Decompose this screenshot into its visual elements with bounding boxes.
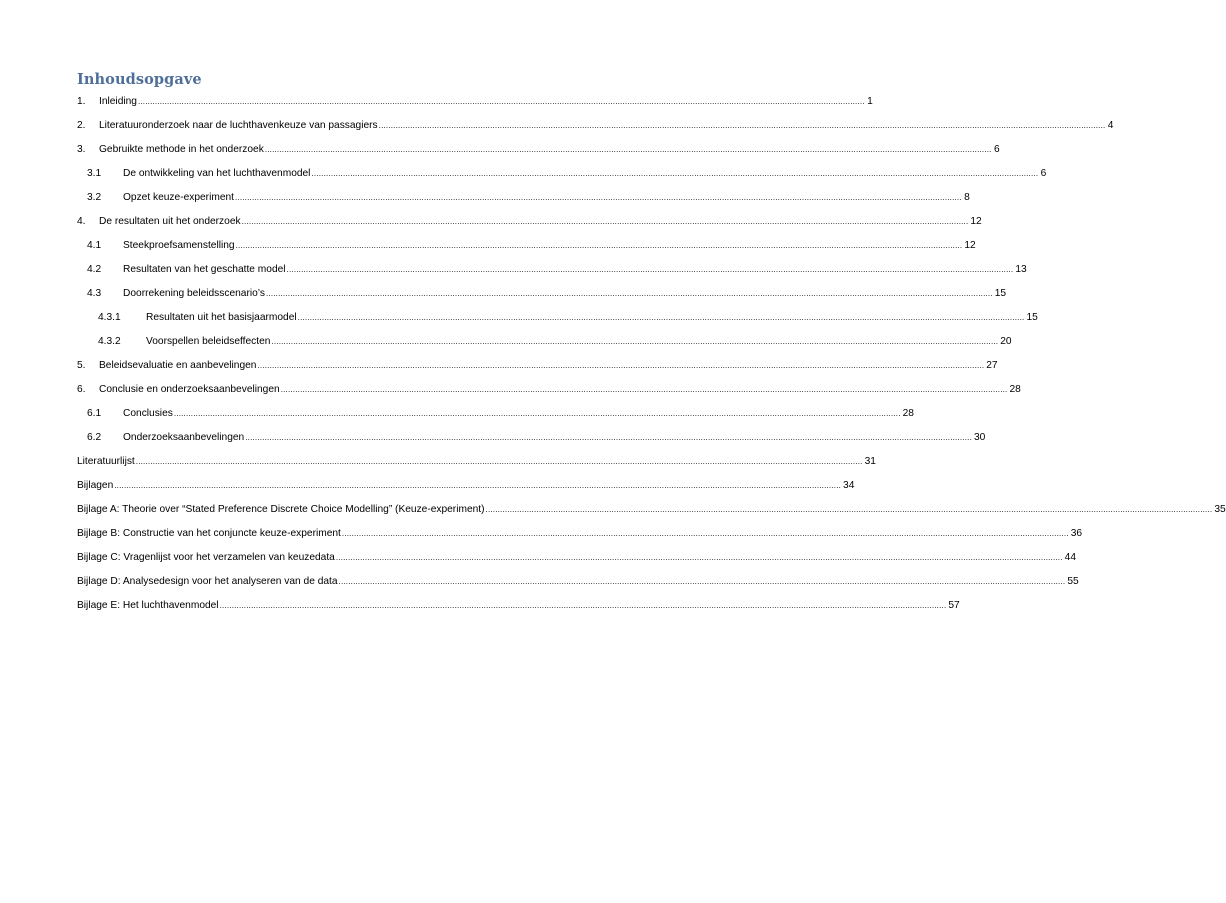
toc-entry-page: 1	[867, 96, 873, 107]
toc-entry-label: Resultaten van het geschatte model	[123, 264, 286, 275]
toc-entry-page: 36	[1070, 528, 1083, 539]
toc-entry-number: 4.	[77, 216, 86, 227]
toc-entry[interactable]	[77, 286, 1007, 300]
toc-entry-number: 3.	[77, 144, 86, 155]
toc-entry-number: 6.	[77, 384, 86, 395]
toc-leader-dots: ............................................................................................................................................................................................................................................................................................................	[271, 337, 999, 346]
toc-leader-dots: ............................................................................................................................................................................................................................................................................................................	[265, 289, 993, 298]
toc-entry-label: Resultaten uit het basisjaarmodel	[146, 312, 297, 323]
toc-leader-dots: ............................................................................................................................................................................................................................................................................................................	[234, 193, 962, 202]
toc-entry-label: Literatuuronderzoek naar de luchthavenkeuze van passagiers	[99, 120, 378, 131]
toc-entry-number: 2.	[77, 120, 86, 131]
toc-entry[interactable]	[77, 190, 970, 204]
toc-leader-dots: ............................................................................................................................................................................................................................................................................................................	[135, 457, 863, 466]
toc-leader-dots: ............................................................................................................................................................................................................................................................................................................	[378, 121, 1106, 130]
toc-entry-number: 6.2	[87, 432, 102, 443]
toc-leader-dots: ............................................................................................................................................................................................................................................................................................................	[264, 145, 992, 154]
toc-entry[interactable]	[77, 406, 914, 420]
toc-entry-page: 31	[864, 456, 876, 467]
toc-entry[interactable]	[77, 142, 1000, 156]
toc-entry-number: 4.3.1	[98, 312, 121, 323]
toc-entry[interactable]	[77, 550, 1076, 564]
toc-entry[interactable]	[77, 598, 960, 612]
toc-entry-page: 27	[986, 360, 998, 371]
toc-entry-number: 4.3	[87, 288, 102, 299]
toc-entry-label: Inleiding	[99, 96, 137, 107]
toc-entry[interactable]	[77, 358, 998, 372]
toc-entry-label: Doorrekening beleidsscenario’s	[123, 288, 265, 299]
toc-entry-page: 12	[970, 216, 982, 227]
toc-leader-dots: ............................................................................................................................................................................................................................................................................................................	[114, 481, 842, 490]
toc-entry[interactable]	[77, 118, 1114, 132]
toc-leader-dots: ............................................................................................................................................................................................................................................................................................................	[485, 505, 1213, 514]
toc-entry[interactable]	[77, 334, 1012, 348]
toc-entry-page: 28	[902, 408, 914, 419]
toc-entry-page: 28	[1009, 384, 1021, 395]
toc-leader-dots: ............................................................................................................................................................................................................................................................................................................	[280, 385, 1008, 394]
toc-entry-page: 57	[948, 600, 960, 611]
toc-entry-label: Conclusie en onderzoeksaanbevelingen	[99, 384, 280, 395]
toc-entry-label: Bijlage B: Constructie van het conjuncte keuze-experiment	[77, 528, 341, 539]
toc-leader-dots: ............................................................................................................................................................................................................................................................................................................	[173, 409, 901, 418]
toc-entry-page: 55	[1067, 576, 1079, 587]
toc-leader-dots: ............................................................................................................................................................................................................................................................................................................	[286, 265, 1014, 274]
toc-entry-label: Voorspellen beleidseffecten	[146, 336, 271, 347]
toc-entry-label: Gebruikte methode in het onderzoek	[99, 144, 264, 155]
toc-entry-label: Onderzoeksaanbevelingen	[123, 432, 245, 443]
toc-entry-label: Conclusies	[123, 408, 173, 419]
toc-leader-dots: ............................................................................................................................................................................................................................................................................................................	[235, 241, 963, 250]
toc-entry-label: Bijlage D: Analysedesign voor het analyseren van de data	[77, 576, 338, 587]
toc-entry-label: Steekproefsamenstelling	[123, 240, 235, 251]
toc-entry-number: 4.1	[87, 240, 102, 251]
toc-entry-page: 44	[1064, 552, 1076, 563]
toc-entry[interactable]	[77, 166, 1047, 180]
toc-entry[interactable]	[77, 310, 1038, 324]
toc-entry-label: Bijlagen	[77, 480, 114, 491]
toc-entry-page: 13	[1015, 264, 1027, 275]
toc-entry-page: 34	[843, 480, 855, 491]
toc-entry-label: Beleidsevaluatie en aanbevelingen	[99, 360, 257, 371]
toc-entry-label: De ontwikkeling van het luchthavenmodel	[123, 168, 311, 179]
toc-entry[interactable]	[77, 214, 982, 228]
toc-entry-page: 8	[964, 192, 970, 203]
toc-leader-dots: ............................................................................................................................................................................................................................................................................................................	[338, 577, 1066, 586]
toc-entry[interactable]	[77, 382, 1021, 396]
toc-entry[interactable]	[77, 478, 855, 492]
toc-leader-dots: ............................................................................................................................................................................................................................................................................................................	[245, 433, 973, 442]
toc-entry-page: 12	[964, 240, 976, 251]
toc-entry[interactable]	[77, 94, 873, 108]
toc-leader-dots: ............................................................................................................................................................................................................................................................................................................	[297, 313, 1025, 322]
toc-entry[interactable]	[77, 430, 986, 444]
toc-leader-dots: ............................................................................................................................................................................................................................................................................................................	[341, 529, 1069, 538]
toc-entry-number: 6.1	[87, 408, 102, 419]
toc-entry-label: Bijlage C: Vragenlijst voor het verzamelen van keuzedata	[77, 552, 335, 563]
toc-entry-number: 4.3.2	[98, 336, 121, 347]
toc-entry-number: 3.1	[87, 168, 102, 179]
toc-entry-page: 15	[994, 288, 1007, 299]
toc-entry-number: 1.	[77, 96, 86, 107]
toc-entry-number: 4.2	[87, 264, 102, 275]
toc-entry-page: 4	[1107, 120, 1114, 131]
toc-leader-dots: ............................................................................................................................................................................................................................................................................................................	[241, 217, 969, 226]
toc-title: Inhoudsopgave	[77, 71, 202, 88]
toc-entry-page: 6	[993, 144, 1000, 155]
toc-entry[interactable]	[77, 454, 876, 468]
toc-entry[interactable]	[77, 526, 1083, 540]
toc-entry-label: Literatuurlijst	[77, 456, 135, 467]
toc-entry[interactable]	[77, 262, 1027, 276]
toc-entry-page: 20	[1000, 336, 1012, 347]
toc-entry-page: 15	[1026, 312, 1038, 323]
toc-entry[interactable]	[77, 238, 976, 252]
toc-leader-dots: ............................................................................................................................................................................................................................................................................................................	[311, 169, 1039, 178]
toc-entry[interactable]	[77, 502, 1226, 516]
toc-leader-dots: ............................................................................................................................................................................................................................................................................................................	[335, 553, 1063, 562]
toc-entry-page: 35	[1214, 504, 1226, 515]
toc-entry-page: 6	[1040, 168, 1047, 179]
toc-entry-label: De resultaten uit het onderzoek	[99, 216, 241, 227]
toc-entry-page: 30	[974, 432, 986, 443]
toc-entry-label: Opzet keuze-experiment	[123, 192, 234, 203]
toc-entry-number: 5.	[77, 360, 86, 371]
toc-entry-label: Bijlage A: Theorie over “Stated Preference Discrete Choice Modelling” (Keuze-experiment)	[77, 504, 485, 515]
toc-leader-dots: ............................................................................................................................................................................................................................................................................................................	[137, 97, 865, 106]
toc-leader-dots: ............................................................................................................................................................................................................................................................................................................	[219, 601, 947, 610]
toc-leader-dots: ............................................................................................................................................................................................................................................................................................................	[257, 361, 985, 370]
toc-entry-number: 3.2	[87, 192, 102, 203]
toc-entry[interactable]	[77, 574, 1079, 588]
toc-entry-label: Bijlage E: Het luchthavenmodel	[77, 600, 219, 611]
